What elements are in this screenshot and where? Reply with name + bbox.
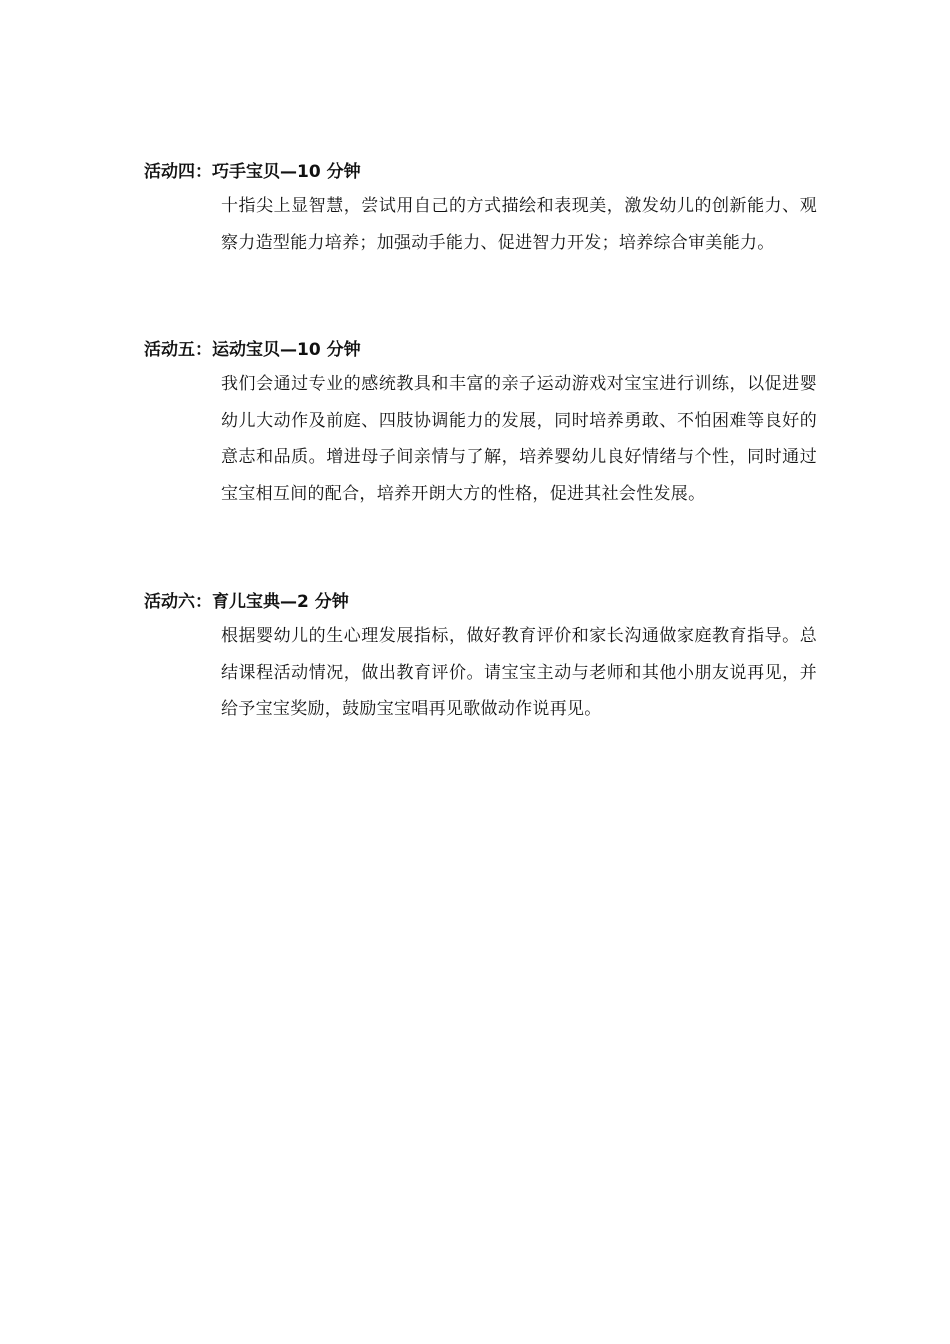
activity-six-title: 活动六：育儿宝典—2 分钟 bbox=[144, 592, 349, 612]
activity-five-body: 我们会通过专业的感统教具和丰富的亲子运动游戏对宝宝进行训练，以促进婴幼儿大动作及前庭、四肢协调能力的发展，同时培养勇敢、不怕困难等良好的意志和品质。增进母子间亲情与了解，培养婴幼儿良好情绪与个性，同时通过宝宝相互间的配合，培养开朗大方的性格，促进其社会性发展。 bbox=[221, 374, 817, 504]
activity-four-title: 活动四：巧手宝贝—10 分钟 bbox=[144, 162, 361, 182]
activity-six-body: 根据婴幼儿的生心理发展指标，做好教育评价和家长沟通做家庭教育指导。总结课程活动情况，做出教育评价。请宝宝主动与老师和其他小朋友说再见，并给予宝宝奖励，鼓励宝宝唱再见歌做动作说再见。 bbox=[221, 626, 817, 719]
activity-four-section bbox=[144, 160, 824, 261]
activity-five-section bbox=[144, 338, 824, 512]
activity-four-body: 十指尖上显智慧，尝试用自己的方式描绘和表现美，激发幼儿的创新能力、观察力造型能力培养；加强动手能力、促进智力开发；培养综合审美能力。 bbox=[221, 196, 817, 253]
activity-six-section bbox=[144, 590, 824, 728]
activity-five-title: 活动五：运动宝贝—10 分钟 bbox=[144, 340, 361, 360]
